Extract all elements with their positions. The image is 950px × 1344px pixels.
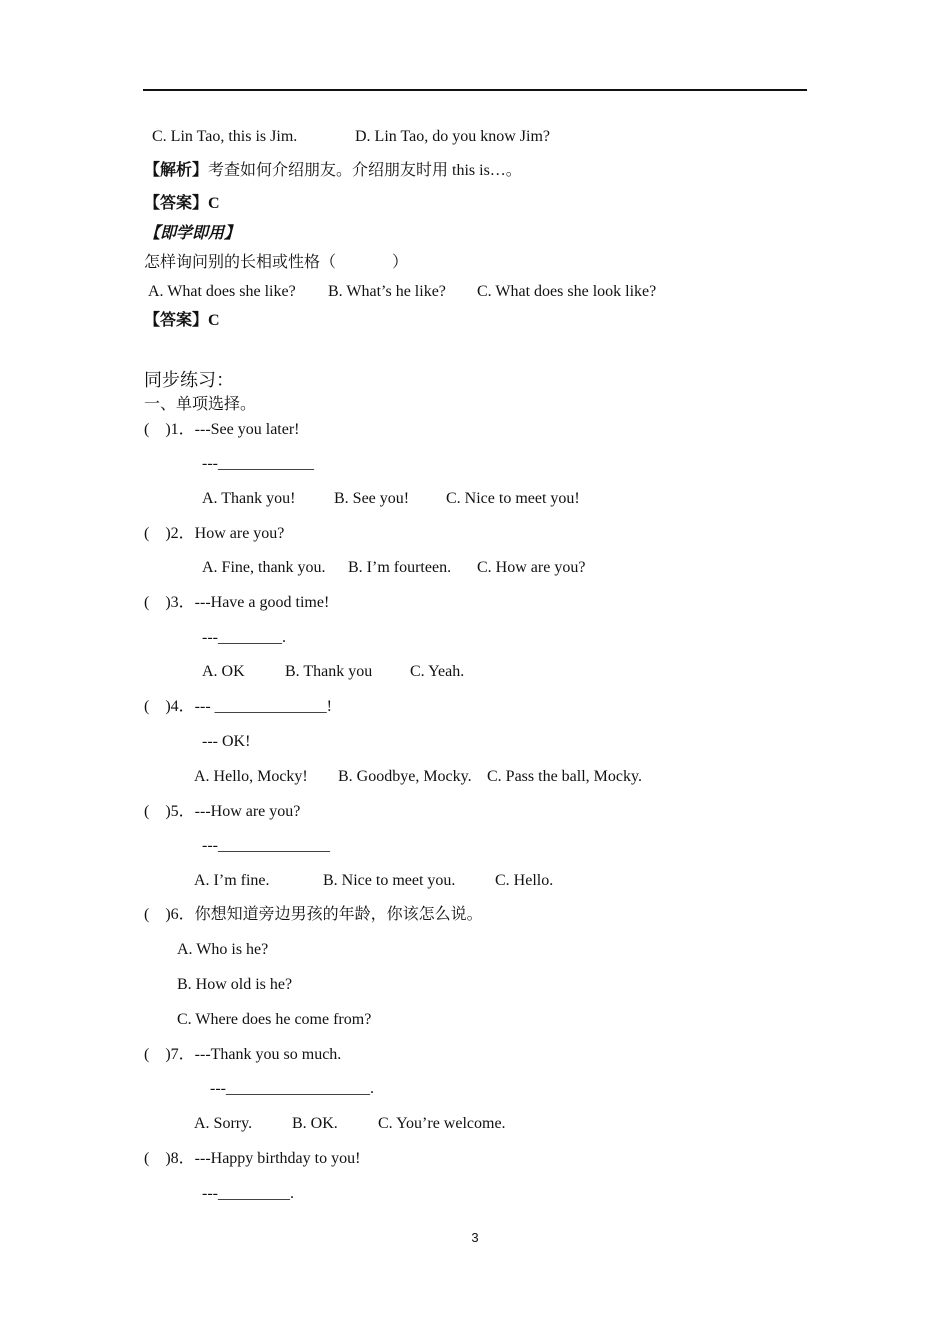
analysis-text: 考查如何介绍朋友。介绍朋友时用 this is…。	[208, 162, 522, 179]
question-1-blank: ---____________	[202, 455, 314, 472]
q6-option-b: B. How old is he?	[177, 976, 293, 993]
question-7-blank: ---__________________.	[210, 1080, 374, 1097]
question-5-blank: ---______________	[202, 837, 330, 854]
answer2-value: C	[208, 312, 220, 329]
question-3-blank: ---________.	[202, 629, 286, 646]
question-1: ( )1．---See you later!	[144, 421, 300, 438]
q5-option-b: B. Nice to meet you.	[323, 872, 456, 889]
q3-option-b: B. Thank you	[285, 663, 373, 680]
analysis-tag: 【解析】	[144, 162, 209, 179]
q1-option-c: C. Nice to meet you!	[446, 490, 580, 507]
prev-option-d: D. Lin Tao, do you know Jim?	[355, 128, 551, 145]
q6-option-a: A. Who is he?	[177, 941, 269, 958]
q1-option-a: A. Thank you!	[202, 490, 296, 507]
question-2: ( )2．How are you?	[144, 525, 285, 542]
question-5: ( )5．---How are you?	[144, 803, 301, 820]
prev-option-c: C. Lin Tao, this is Jim.	[152, 128, 298, 145]
q7-option-a: A. Sorry.	[194, 1115, 253, 1132]
practice-option-b: B. What’s he like?	[328, 283, 446, 300]
answer2-line	[144, 311, 220, 331]
q1-option-b: B. See you!	[334, 490, 410, 507]
practice-tag: 【即学即用】	[144, 225, 241, 242]
q4-option-b: B. Goodbye, Mocky.	[338, 768, 472, 785]
q2-option-a: A. Fine, thank you.	[202, 559, 326, 576]
question-8: ( )8．---Happy birthday to you!	[144, 1150, 361, 1167]
practice-question: 怎样询问别的长相或性格（ ）	[144, 254, 409, 271]
question-3: ( )3．---Have a good time!	[144, 594, 330, 611]
q5-option-a: A. I’m fine.	[194, 872, 270, 889]
analysis-line	[144, 161, 522, 181]
question-4-reply: --- OK!	[202, 733, 251, 750]
q6-option-c: C. Where does he come from?	[177, 1011, 372, 1028]
q2-option-c: C. How are you?	[477, 559, 586, 576]
answer-tag: 【答案】	[144, 195, 209, 212]
question-7: ( )7．---Thank you so much.	[144, 1046, 342, 1063]
q5-option-c: C. Hello.	[495, 872, 554, 889]
practice-option-c: C. What does she look like?	[477, 283, 657, 300]
q4-option-c: C. Pass the ball, Mocky.	[487, 768, 642, 785]
practice-option-a: A. What does she like?	[148, 283, 296, 300]
answer2-tag: 【答案】	[144, 312, 209, 329]
q4-option-a: A. Hello, Mocky!	[194, 768, 308, 785]
q7-option-c: C. You’re welcome.	[378, 1115, 506, 1132]
question-4: ( )4．--- ______________!	[144, 698, 332, 715]
q3-option-c: C. Yeah.	[410, 663, 465, 680]
answer-value: C	[208, 195, 220, 212]
section-subtitle: 一、单项选择。	[144, 396, 257, 413]
header-rule	[143, 89, 807, 91]
q2-option-b: B. I’m fourteen.	[348, 559, 452, 576]
answer-line	[144, 194, 220, 214]
question-8-blank: ---_________.	[202, 1185, 294, 1202]
q3-option-a: A. OK	[202, 663, 245, 680]
section-title: 同步练习：	[144, 370, 234, 390]
page-number: 3	[471, 1230, 479, 1245]
q7-option-b: B. OK.	[292, 1115, 338, 1132]
question-6: ( )6．你想知道旁边男孩的年龄，你该怎么说。	[144, 906, 483, 923]
